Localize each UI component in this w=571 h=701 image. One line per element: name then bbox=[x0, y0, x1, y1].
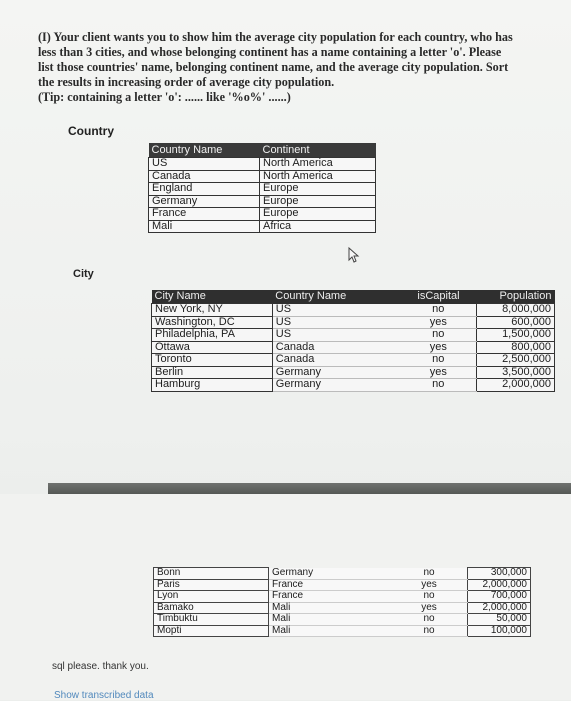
table-row bbox=[152, 354, 555, 367]
table-cell: Canada bbox=[149, 170, 260, 183]
table-cell: US bbox=[149, 158, 260, 171]
column-header: Population bbox=[476, 290, 554, 304]
column-header: isCapital bbox=[401, 290, 477, 304]
table-row bbox=[154, 591, 531, 603]
table-row bbox=[149, 208, 376, 221]
table-row bbox=[152, 304, 555, 317]
table-cell: 700,000 bbox=[468, 591, 531, 603]
table-cell: Europe bbox=[260, 195, 376, 208]
table-cell: no bbox=[401, 329, 477, 342]
table-header-row bbox=[149, 143, 376, 158]
table-cell: 2,000,000 bbox=[468, 602, 531, 614]
table-cell: Philadelphia, PA bbox=[152, 329, 273, 342]
table-cell: Lyon bbox=[154, 591, 269, 603]
table-cell: England bbox=[149, 183, 260, 196]
table-row bbox=[152, 329, 555, 342]
table-row bbox=[154, 602, 531, 614]
question-text bbox=[38, 30, 548, 105]
table-cell: 2,000,000 bbox=[476, 379, 554, 392]
table-cell: no bbox=[391, 614, 468, 626]
table-cell: 600,000 bbox=[476, 316, 554, 329]
table-cell: Mopti bbox=[154, 625, 269, 637]
table-cell: Bamako bbox=[154, 602, 269, 614]
table-row bbox=[152, 366, 555, 379]
table-cell: Africa bbox=[260, 220, 376, 233]
table-cell: Europe bbox=[260, 208, 376, 221]
table-cell: yes bbox=[401, 366, 477, 379]
question-line: (I) Your client wants you to show him the average city population for each country, who has bbox=[38, 30, 513, 44]
table-cell: Timbuktu bbox=[154, 614, 269, 626]
table-cell: no bbox=[391, 591, 468, 603]
table-cell: Germany bbox=[272, 379, 400, 392]
column-header: Country Name bbox=[272, 290, 400, 304]
table-cell: 100,000 bbox=[468, 625, 531, 637]
table-cell: Toronto bbox=[152, 354, 273, 367]
table-cell: 800,000 bbox=[476, 341, 554, 354]
table-cell: 8,000,000 bbox=[476, 304, 554, 317]
table-row bbox=[149, 170, 376, 183]
photo-divider-bar bbox=[48, 483, 571, 494]
table-cell: yes bbox=[391, 602, 468, 614]
table-row bbox=[149, 158, 376, 171]
table-cell: Germany bbox=[149, 195, 260, 208]
table-cell: France bbox=[269, 579, 392, 591]
table-cell: yes bbox=[401, 316, 477, 329]
table-row bbox=[149, 195, 376, 208]
table-cell: no bbox=[401, 304, 477, 317]
column-header: Continent bbox=[260, 143, 376, 158]
question-tip: (Tip: containing a letter 'o': ...... like '%o%' ......) bbox=[38, 90, 291, 104]
question-line: list those countries' name, belonging continent name, and the average city population. Sort bbox=[38, 60, 509, 74]
question-line: the results in increasing order of average city population. bbox=[38, 75, 335, 89]
request-note: sql please. thank you. bbox=[52, 661, 149, 672]
table-cell: Mali bbox=[269, 602, 392, 614]
table-cell: Paris bbox=[154, 579, 269, 591]
table-cell: Ottawa bbox=[152, 341, 273, 354]
table-cell: Germany bbox=[269, 568, 392, 580]
table-cell: no bbox=[401, 354, 477, 367]
country-table bbox=[148, 143, 376, 233]
table-cell: US bbox=[272, 329, 400, 342]
table-row bbox=[149, 220, 376, 233]
table-cell: Hamburg bbox=[152, 379, 273, 392]
pointer-cursor-icon bbox=[345, 246, 363, 264]
table-cell: France bbox=[149, 208, 260, 221]
table-cell: Berlin bbox=[152, 366, 273, 379]
table-cell: North America bbox=[260, 170, 376, 183]
country-section-label: Country bbox=[68, 124, 114, 138]
column-header: City Name bbox=[152, 290, 273, 304]
table-cell: Canada bbox=[272, 354, 400, 367]
table-cell: 2,000,000 bbox=[468, 579, 531, 591]
table-row bbox=[154, 579, 531, 591]
table-cell: 1,500,000 bbox=[476, 329, 554, 342]
table-cell: no bbox=[401, 379, 477, 392]
table-cell: Mali bbox=[269, 625, 392, 637]
table-cell: France bbox=[269, 591, 392, 603]
show-transcribed-data-link[interactable]: Show transcribed data bbox=[54, 690, 154, 701]
table-row bbox=[154, 625, 531, 637]
table-row bbox=[152, 341, 555, 354]
table-cell: North America bbox=[260, 158, 376, 171]
table-cell: Mali bbox=[149, 220, 260, 233]
table-cell: Europe bbox=[260, 183, 376, 196]
table-header-row bbox=[152, 290, 555, 304]
table-cell: 2,500,000 bbox=[476, 354, 554, 367]
table-cell: 300,000 bbox=[468, 568, 531, 580]
table-cell: Mali bbox=[269, 614, 392, 626]
table-row bbox=[154, 614, 531, 626]
table-cell: Germany bbox=[272, 366, 400, 379]
city-section-label: City bbox=[73, 268, 94, 280]
column-header: Country Name bbox=[149, 143, 260, 158]
city-table bbox=[151, 290, 555, 392]
table-cell: Bonn bbox=[154, 568, 269, 580]
table-cell: 50,000 bbox=[468, 614, 531, 626]
table-cell: 3,500,000 bbox=[476, 366, 554, 379]
table-cell: US bbox=[272, 304, 400, 317]
table-cell: yes bbox=[391, 579, 468, 591]
table-cell: New York, NY bbox=[152, 304, 273, 317]
table-cell: no bbox=[391, 568, 468, 580]
table-row bbox=[152, 379, 555, 392]
table-row bbox=[149, 183, 376, 196]
table-row bbox=[154, 568, 531, 580]
city-table-continued bbox=[153, 567, 531, 637]
table-cell: Washington, DC bbox=[152, 316, 273, 329]
table-row bbox=[152, 316, 555, 329]
question-line: less than 3 cities, and whose belonging continent has a name containing a letter 'o'. Please bbox=[38, 45, 502, 59]
table-cell: no bbox=[391, 625, 468, 637]
table-cell: yes bbox=[401, 341, 477, 354]
table-cell: US bbox=[272, 316, 400, 329]
table-cell: Canada bbox=[272, 341, 400, 354]
